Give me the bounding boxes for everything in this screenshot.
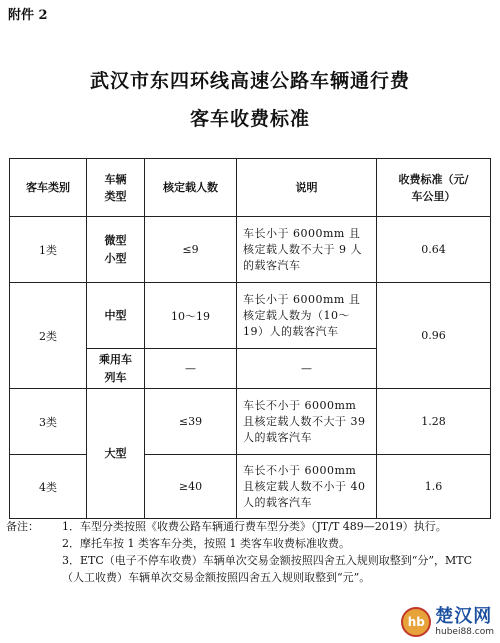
cell-vehicle-type: 中型 [87,283,145,349]
cell-description: 车长小于 6000mm 且核定载人数为（10～19）人的载客汽车 [237,283,377,349]
watermark-site-name: 楚汉网 [435,606,493,627]
watermark-site-url: hubei88.com [435,627,494,637]
cell-category: 3类 [10,389,87,455]
cell-fee: 0.96 [377,283,491,389]
table-row [10,455,491,519]
cell-fee: 0.64 [377,217,491,283]
watermark-logo-icon: hb [401,607,431,637]
note-item [6,535,494,552]
cell-description: 车长小于 6000mm 且核定载人数不大于 9 人的载客汽车 [237,217,377,283]
header-vehicle-type: 车辆类型 [87,159,145,217]
cell-category: 2类 [10,283,87,389]
cell-category: 1类 [10,217,87,283]
cell-seats: ≤9 [145,217,237,283]
notes-section [6,518,494,586]
header-fee: 收费标准（元/车公里） [377,159,491,217]
header-category: 客车类别 [10,159,87,217]
table-row [10,283,491,349]
cell-seats: — [145,349,237,389]
notes-lead: 备注： [6,520,39,533]
note-text: 2．摩托车按 1 类客车分类，按照 1 类客车收费标准收费。 [62,537,350,550]
cell-vehicle-type: 大型 [87,389,145,519]
cell-seats: 10～19 [145,283,237,349]
cell-fee: 1.6 [377,455,491,519]
cell-description: 车长不小于 6000mm 且核定载人数不大于 39 人的载客汽车 [237,389,377,455]
table-row [10,389,491,455]
table-row [10,217,491,283]
note-text: 3．ETC（电子不停车收费）车辆单次交易金额按照四舍五入规则取整到“分”，MTC（人工收费）车辆单次交易金额按照四舍五入规则取整到“元”。 [62,554,473,584]
attachment-label: 附件 2 [8,8,48,23]
note-text: 1．车型分类按照《收费公路车辆通行费车型分类》（JT/T 489—2019）执行。 [62,520,447,533]
cell-vehicle-type: 微型小型 [87,217,145,283]
header-seats: 核定载人数 [145,159,237,217]
cell-vehicle-type: 乘用车列车 [87,349,145,389]
cell-fee: 1.28 [377,389,491,455]
cell-description: — [237,349,377,389]
table-header-row [10,159,491,217]
cell-category: 4类 [10,455,87,519]
document-title: 武汉市东四环线高速公路车辆通行费 [89,70,410,92]
cell-description: 车长不小于 6000mm 且核定载人数不小于 40 人的载客汽车 [237,455,377,519]
cell-seats: ≤39 [145,389,237,455]
header-description: 说明 [237,159,377,217]
note-item [6,518,494,535]
note-item [6,552,494,586]
site-watermark [401,607,494,637]
fee-table [9,158,491,519]
cell-seats: ≥40 [145,455,237,519]
document-subtitle: 客车收费标准 [189,108,310,130]
